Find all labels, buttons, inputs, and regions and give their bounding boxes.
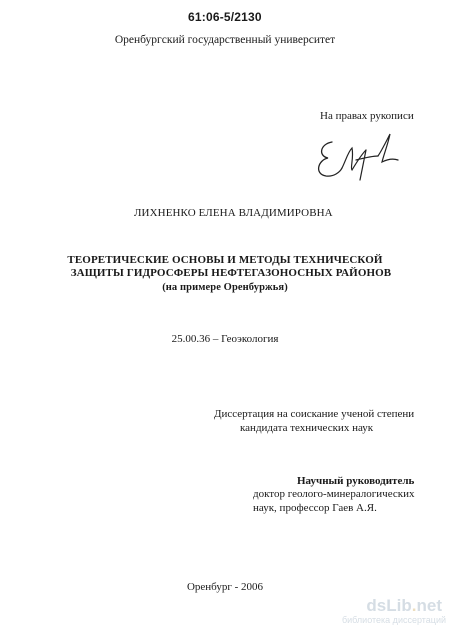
handwritten-signature [312, 130, 402, 185]
dslib-logo: dsLib.net [366, 596, 442, 615]
city-year: Оренбург - 2006 [186, 581, 264, 593]
manuscript-note: На правах рукописи [320, 110, 414, 122]
university-name: Оренбургский государственный университет [114, 34, 336, 46]
title-line-2: ЗАЩИТЫ ГИДРОСФЕРЫ НЕФТЕГАЗОНОСНЫХ РАЙОНОВ [70, 267, 392, 279]
author-name: ЛИХНЕНКО ЕЛЕНА ВЛАДИМИРОВНА [134, 207, 333, 219]
archive-stamp: 61:06-5/2130 [188, 10, 262, 24]
title-subtitle: (на примере Оренбуржья) [162, 282, 288, 293]
dslib-subtitle: библиотека диссертаций [342, 615, 447, 625]
supervisor-label: Научный руководитель [297, 475, 415, 487]
dslib-watermark [342, 596, 447, 629]
supervisor-name: наук, профессор Гаев А.Я. [253, 502, 377, 514]
dissertation-line-2: кандидата технических наук [240, 422, 374, 434]
dissertation-line-1: Диссертация на соискание ученой степени [214, 408, 415, 420]
title-line-1: ТЕОРЕТИЧЕСКИЕ ОСНОВЫ И МЕТОДЫ ТЕХНИЧЕСКОЙ [67, 254, 383, 266]
supervisor-degree: доктор геолого-минералогических [253, 488, 415, 500]
specialty-code: 25.00.36 – Геоэкология [171, 333, 279, 345]
